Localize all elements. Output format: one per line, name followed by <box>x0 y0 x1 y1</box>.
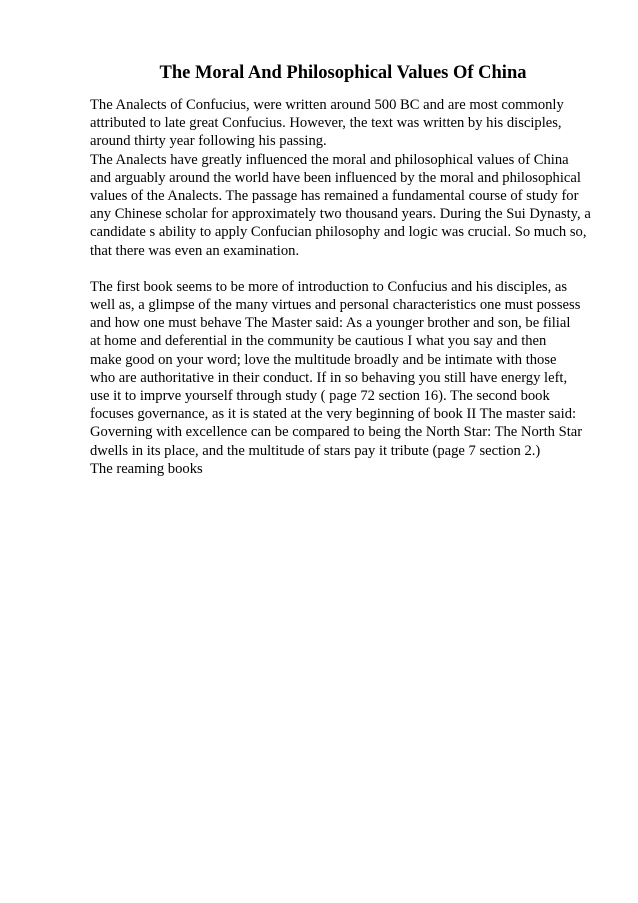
text-line: candidate s ability to apply Confucian philosophy and logic was crucial. So much so, <box>90 224 587 241</box>
text-line: well as, a glimpse of the many virtues and personal characteristics one must possess <box>90 297 581 314</box>
text-line: and how one must behave The Master said: As a younger brother and son, be filial <box>90 315 571 332</box>
text-line: The Analects of Confucius, were written around 500 BC and are most commonly <box>90 97 564 113</box>
text-line: The first book seems to be more of introduction to Confucius and his disciples, as <box>90 278 568 295</box>
text-line: at home and deferential in the community be cautious I what you say and then <box>90 333 547 350</box>
text-line: The reaming books <box>90 460 203 477</box>
text-line: focuses governance, as it is stated at the very beginning of book II The master said: <box>90 406 577 423</box>
text-line: that there was even an examination. <box>90 242 300 259</box>
paragraph-gap <box>90 260 630 278</box>
text-line: dwells in its place, and the multitude of stars pay it tribute (page 7 section 2.) <box>90 442 541 459</box>
text-line: make good on your word; love the multitude broadly and be intimate with those <box>90 351 557 368</box>
text-line: and arguably around the world have been influenced by the moral and philosophical <box>90 169 581 186</box>
text-line: who are authoritative in their conduct. If in so behaving you still have energy left, <box>90 369 568 386</box>
document-title: The Moral And Philosophical Values Of China <box>159 63 527 83</box>
text-line: The Analects have greatly influenced the moral and philosophical values of China <box>90 151 569 168</box>
text-line: Governing with excellence can be compared to being the North Star: The North Star <box>90 424 583 441</box>
document-body <box>90 96 630 478</box>
text-line: around thirty year following his passing. <box>90 133 327 150</box>
text-line: values of the Analects. The passage has remained a fundamental course of study for <box>90 187 579 204</box>
text-line: attributed to late great Confucius. However, the text was written by his disciples, <box>90 115 562 132</box>
text-line: use it to imprve yourself through study ( page 72 section 16). The second book <box>90 388 550 404</box>
text-line: any Chinese scholar for approximately two thousand years. During the Sui Dynasty, a <box>90 206 591 223</box>
